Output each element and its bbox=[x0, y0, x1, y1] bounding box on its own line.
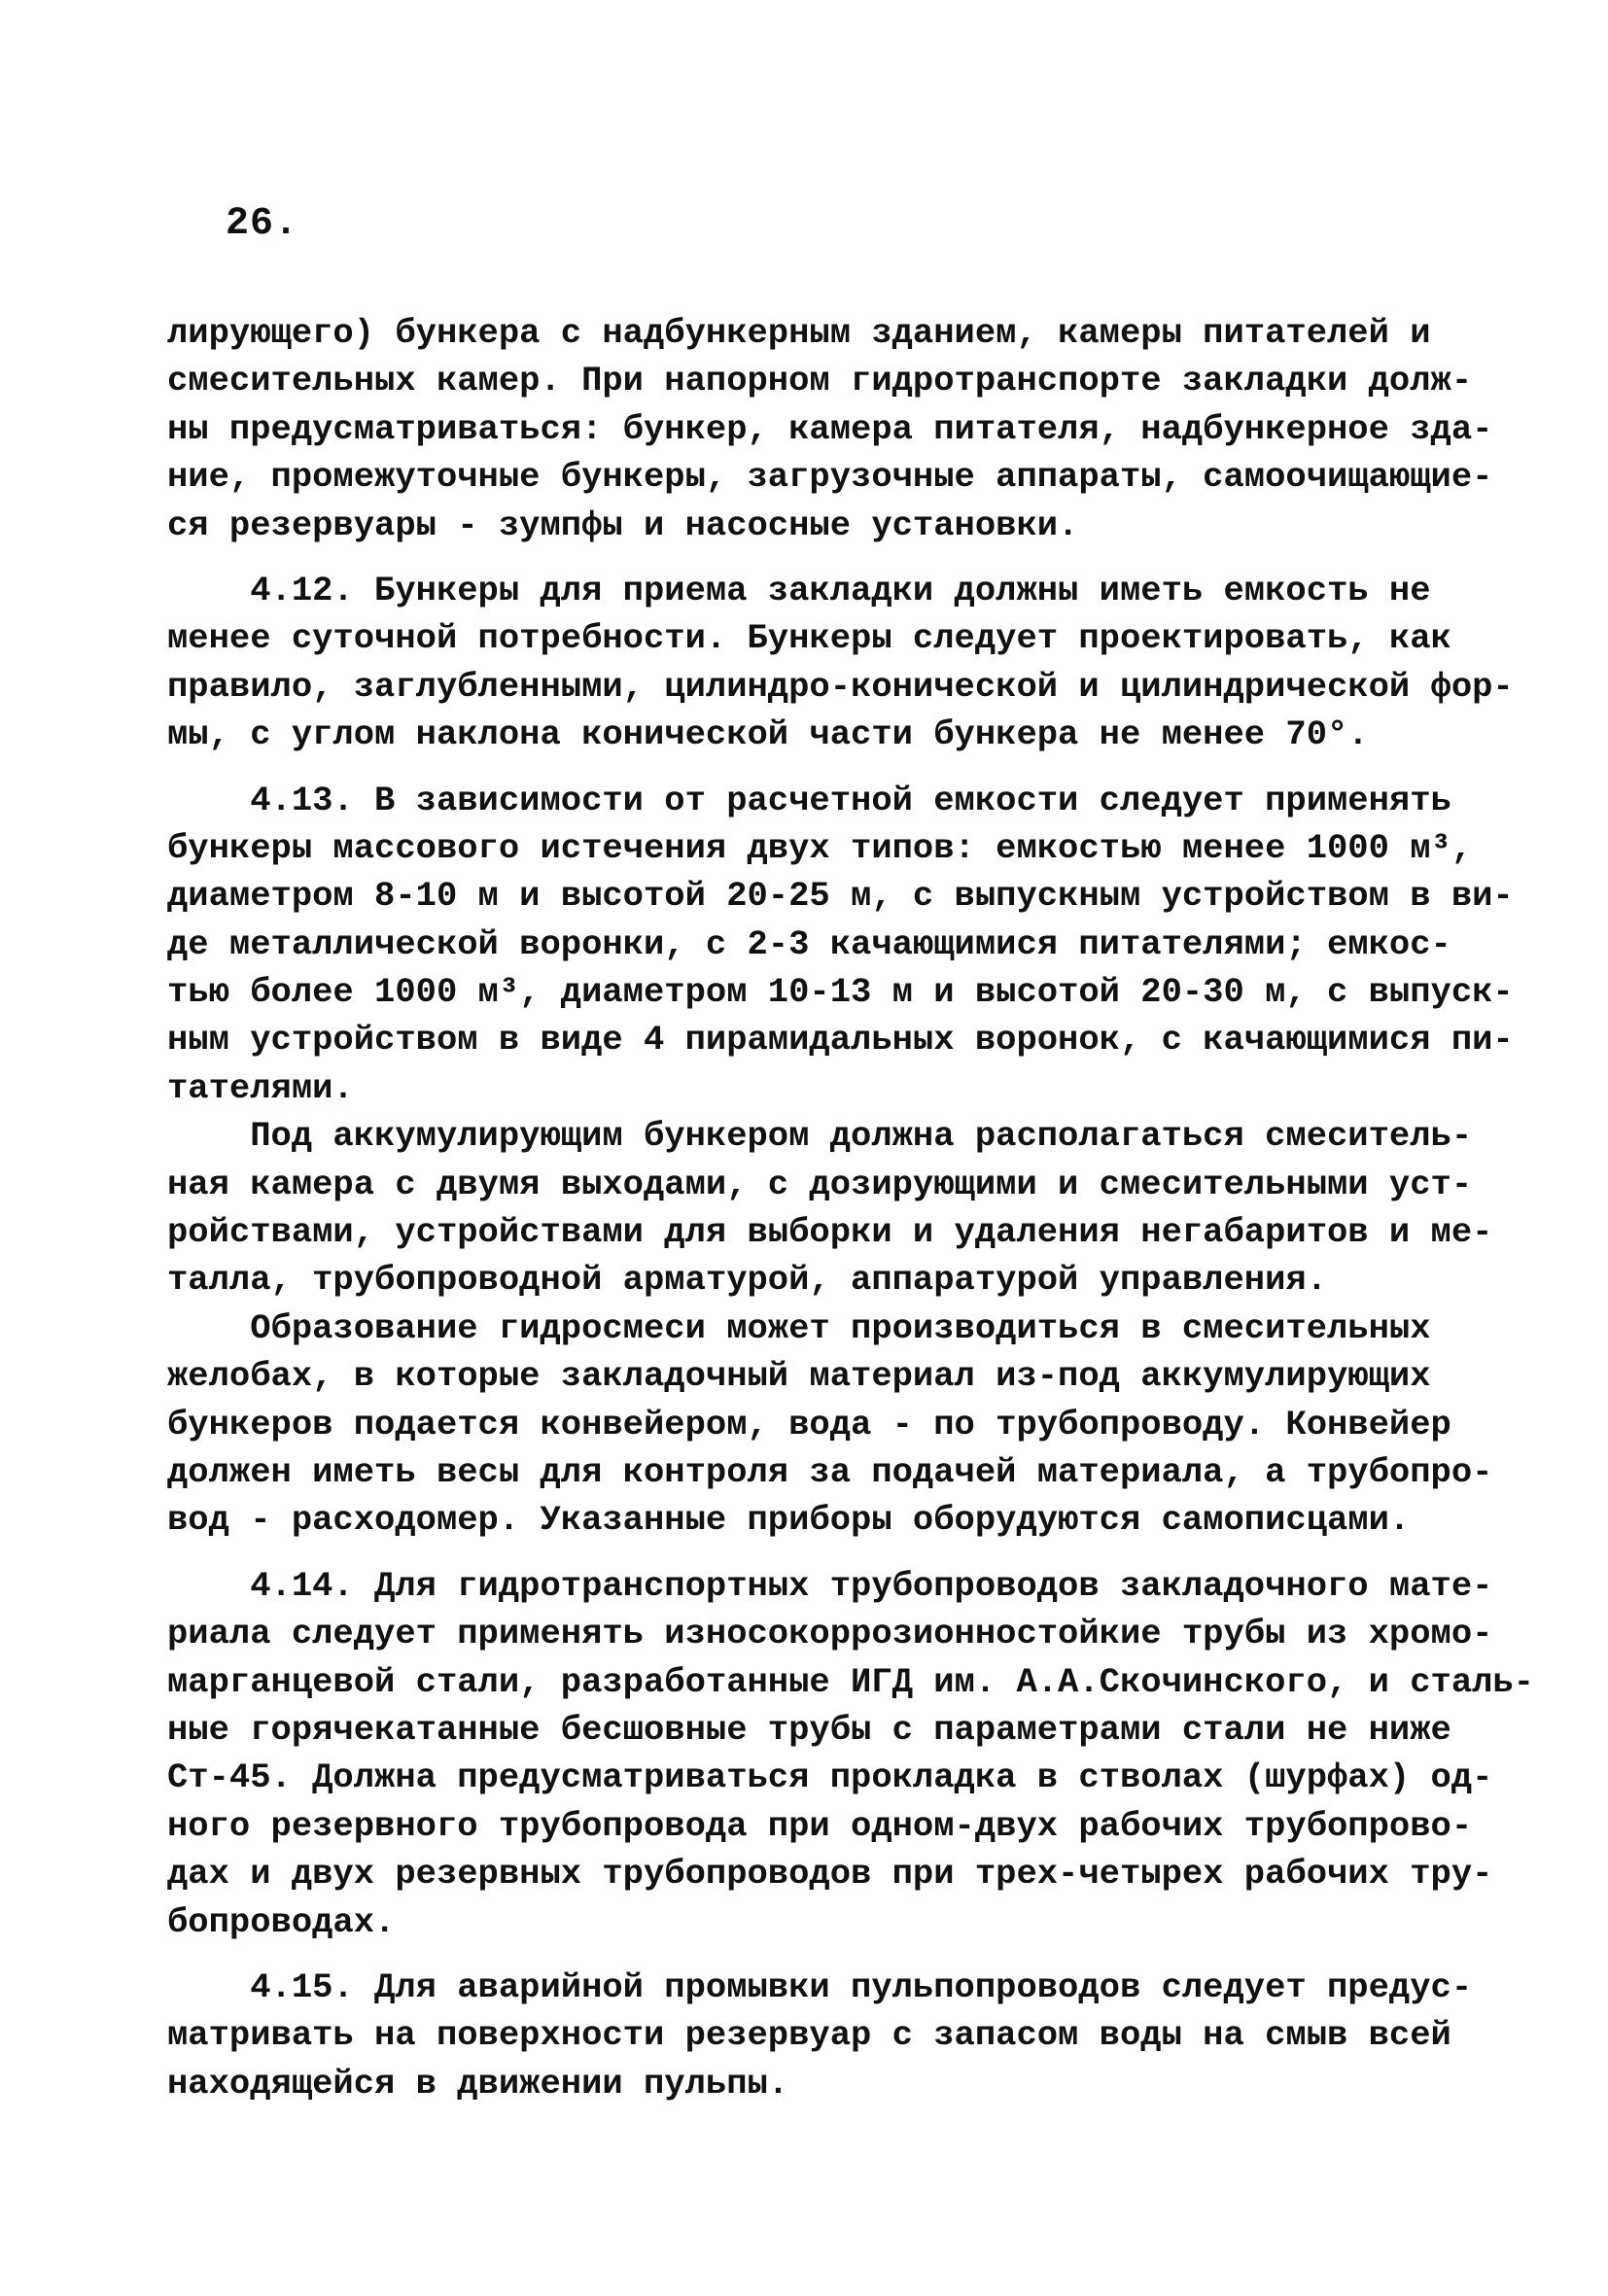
paragraph bbox=[167, 1562, 1535, 1946]
text-line: ся резервуары - зумпфы и насосные установки. bbox=[167, 504, 1079, 545]
text-line: Ст-45. Должна предусматриваться прокладка в стволах (шурфах) од- bbox=[167, 1757, 1493, 1798]
text-line: бункеров подается конвейером, вода - по трубопроводу. Конвейер bbox=[167, 1404, 1451, 1444]
body-text bbox=[167, 309, 1535, 2107]
text-line: смесительных камер. При напорном гидротранспорте закладки долж- bbox=[167, 361, 1473, 401]
paragraph bbox=[167, 777, 1514, 1545]
paragraph bbox=[167, 1964, 1473, 2107]
page-number: 26. bbox=[226, 202, 299, 246]
text-line: ная камера с двумя выходами, с дозирующими и смесительными уст- bbox=[167, 1164, 1473, 1204]
text-line: тью более 1000 м³, диаметром 10-13 м и высотой 20-30 м, с выпуск- bbox=[167, 972, 1514, 1013]
text-line: правило, заглубленными, цилиндро-конической и цилиндрической фор- bbox=[167, 666, 1514, 707]
paragraph bbox=[167, 309, 1493, 549]
text-line: ройствами, устройствами для выборки и удаления негабаритов и ме- bbox=[167, 1212, 1493, 1253]
text-line: ного резервного трубопровода при одном-двух рабочих трубопрово- bbox=[167, 1805, 1473, 1846]
text-line: дах и двух резервных трубопроводов при трех-четырех рабочих тру- bbox=[167, 1854, 1493, 1895]
text-line: Образование гидросмеси может производиться в смесительных bbox=[167, 1307, 1431, 1348]
text-line: ным устройством в виде 4 пирамидальных воронок, с качающимися пи- bbox=[167, 1020, 1514, 1061]
text-line: 4.14. Для гидротранспортных трубопроводов закладочного мате- bbox=[167, 1565, 1493, 1606]
text-line: талла, трубопроводной арматурой, аппаратурой управления. bbox=[167, 1260, 1327, 1301]
text-line: риала следует применять износокоррозионностойкие трубы из хромо- bbox=[167, 1614, 1493, 1654]
text-line: 4.13. В зависимости от расчетной емкости следует применять bbox=[167, 780, 1451, 820]
text-line: лирующего) бункера с надбункерным зданием, камеры питателей и bbox=[167, 313, 1431, 353]
text-line: марганцевой стали, разработанные ИГД им. А.А.Скочинского, и сталь- bbox=[167, 1661, 1535, 1702]
text-line: 4.15. Для аварийной промывки пульпопроводов следует предус- bbox=[167, 1966, 1473, 2007]
text-line: бункеры массового истечения двух типов: емкостью менее 1000 м³, bbox=[167, 827, 1473, 868]
text-line: должен иметь весы для контроля за подачей материала, а трубопро- bbox=[167, 1451, 1493, 1492]
text-line: ние, промежуточные бункеры, загрузочные аппараты, самоочищающие- bbox=[167, 457, 1493, 498]
text-line: желобах, в которые закладочный материал из-под аккумулирующих bbox=[167, 1356, 1431, 1397]
text-line: де металлической воронки, с 2-3 качающимися питателями; емкос- bbox=[167, 923, 1451, 964]
text-line: Под аккумулирующим бункером должна располагаться смеситель- bbox=[167, 1116, 1473, 1157]
text-line: тателями. bbox=[167, 1067, 354, 1108]
text-line: находящейся в движении пульпы. bbox=[167, 2063, 789, 2104]
paragraph bbox=[167, 567, 1514, 759]
text-line: ные горячекатанные бесшовные трубы с параметрами стали не ниже bbox=[167, 1709, 1451, 1750]
text-line: менее суточной потребности. Бункеры следует проектировать, как bbox=[167, 618, 1451, 659]
text-line: вод - расходомер. Указанные приборы оборудуются самописцами. bbox=[167, 1500, 1411, 1541]
text-line: матривать на поверхности резервуар с запасом воды на смыв всей bbox=[167, 2015, 1451, 2056]
text-line: 4.12. Бункеры для приема закладки должны иметь емкость не bbox=[167, 570, 1431, 610]
text-line: диаметром 8-10 м и высотой 20-25 м, с выпускным устройством в ви- bbox=[167, 876, 1514, 917]
text-line: мы, с углом наклона конической части бункера не менее 70°. bbox=[167, 714, 1369, 755]
text-line: ны предусматриваться: бункер, камера питателя, надбункерное зда- bbox=[167, 408, 1493, 449]
text-line: бопроводах. bbox=[167, 1901, 396, 1942]
